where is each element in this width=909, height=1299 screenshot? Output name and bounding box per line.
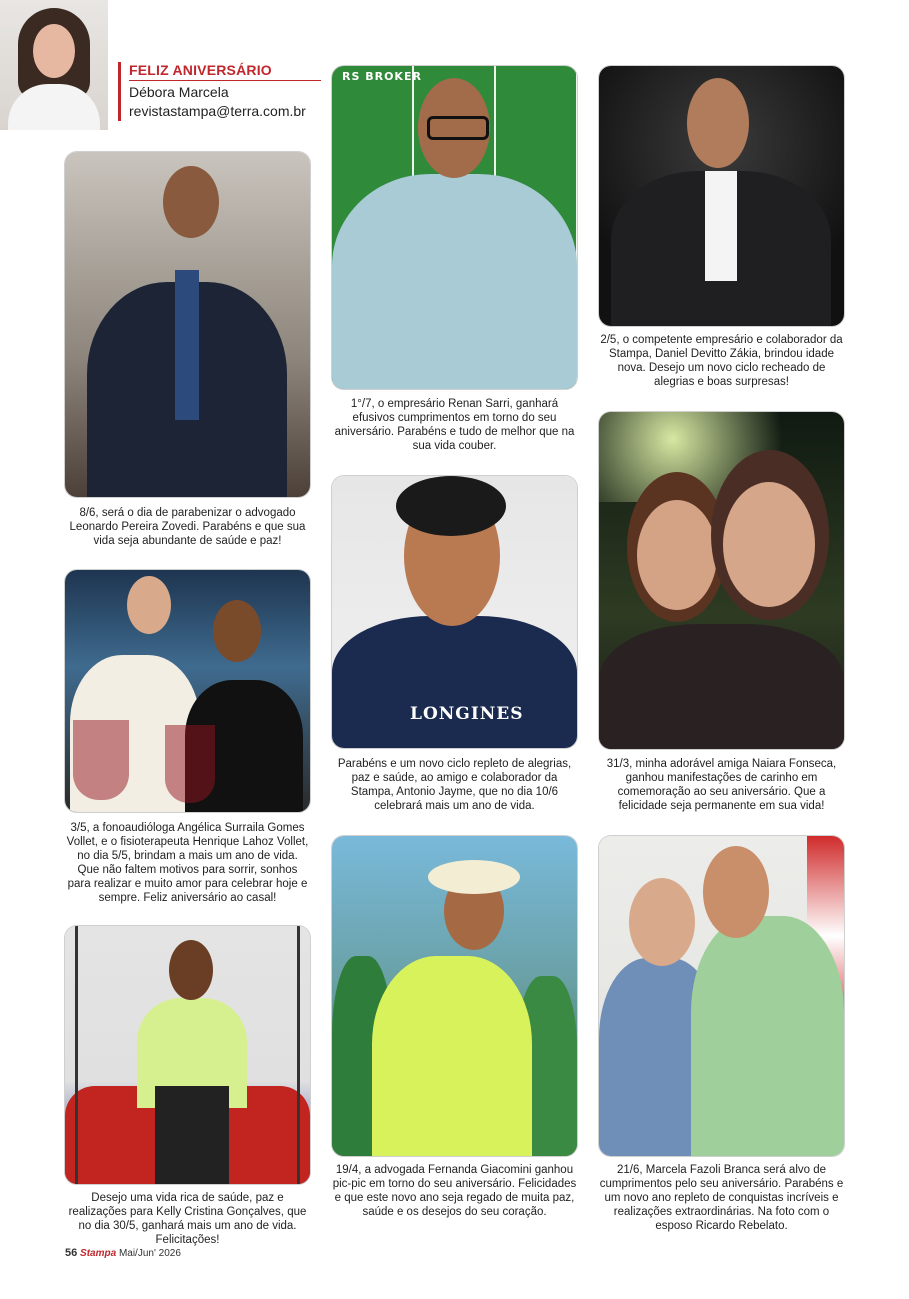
caption-naiara: 31/3, minha adorável amiga Naiara Fonseca, ganhou manifestações de carinho em comemoração ao seu aniversário. Que a felicidade seja permanente em sua vida! — [606, 758, 837, 812]
caption-renan: 1°/7, o empresário Renan Sarri, ganhará efusivos cumprimentos em torno do seu aniversário. Parabéns e tudo de melhor que na sua vida couber. — [334, 398, 575, 452]
caption-fernanda: 19/4, a advogada Fernanda Giacomini ganhou pic-pic em torno do seu aniversário. Felicidades e que este novo ano seja regado de muita paz, saúde e os desejos do seu coração. — [332, 1164, 577, 1218]
caption-antonio: Parabéns e um novo ciclo repleto de alegrias, paz e saúde, ao amigo e colaborador da Stampa, Antonio Jayme, que no dia 10/6 celebrará mais um ano de vida. — [337, 758, 572, 812]
caption-angelica-henrique: 3/5, a fonoaudióloga Angélica Surraila Gomes Vollet, e o fisioterapeuta Henrique Lahoz Vollet, no dia 5/5, brindam a mais um ano de vida. Que não faltem motivos para sorrir, sonhos para realizar e muito amor para celebrar hoje e sempre. Feliz aniversário ao casal! — [66, 822, 309, 904]
column-kicker: FELIZ ANIVERSÁRIO — [129, 62, 321, 81]
photo-daniel — [599, 66, 844, 326]
photo-angelica-henrique — [65, 570, 310, 812]
caption-leonardo: 8/6, será o dia de parabenizar o advogado Leonardo Pereira Zovedi. Parabéns e que sua vida seja abundante de saúde e paz! — [69, 507, 306, 547]
magazine-name: Stampa — [80, 1248, 117, 1259]
page-number: 56 — [65, 1247, 78, 1259]
photo-leonardo — [65, 152, 310, 497]
photo-renan — [332, 66, 577, 389]
shirt-logo: LONGINES — [410, 704, 524, 724]
issue-date: Mai/Jun' 2026 — [118, 1248, 181, 1259]
photo-fernanda — [332, 836, 577, 1156]
page-footer — [65, 1247, 181, 1259]
photo-antonio — [332, 476, 577, 748]
column-header — [118, 62, 321, 121]
caption-marcela: 21/6, Marcela Fazoli Branca será alvo de cumprimentos pelo seu aniversário. Parabéns e um novo ano repleto de conquistas incríveis e realizações extraordinárias. Na foto com o esposo Ricardo Rebelato. — [599, 1164, 844, 1232]
backdrop-logo: RS BROKER — [342, 70, 422, 83]
caption-kelly: Desejo uma vida rica de saúde, paz e realizações para Kelly Cristina Gonçalves, que no dia 30/5, ganhará mais um ano de vida. Felicitações! — [68, 1192, 307, 1246]
columnist-photo — [0, 0, 108, 130]
caption-daniel: 2/5, o competente empresário e colaborador da Stampa, Daniel Devitto Zákia, brindou idade nova. Desejo um novo ciclo recheado de alegrias e boas surpresas! — [600, 334, 843, 388]
photo-kelly — [65, 926, 310, 1184]
column-email: revistastampa@terra.com.br — [129, 103, 306, 119]
photo-naiara — [599, 412, 844, 749]
photo-marcela — [599, 836, 844, 1156]
column-author: Débora Marcela — [129, 84, 229, 100]
